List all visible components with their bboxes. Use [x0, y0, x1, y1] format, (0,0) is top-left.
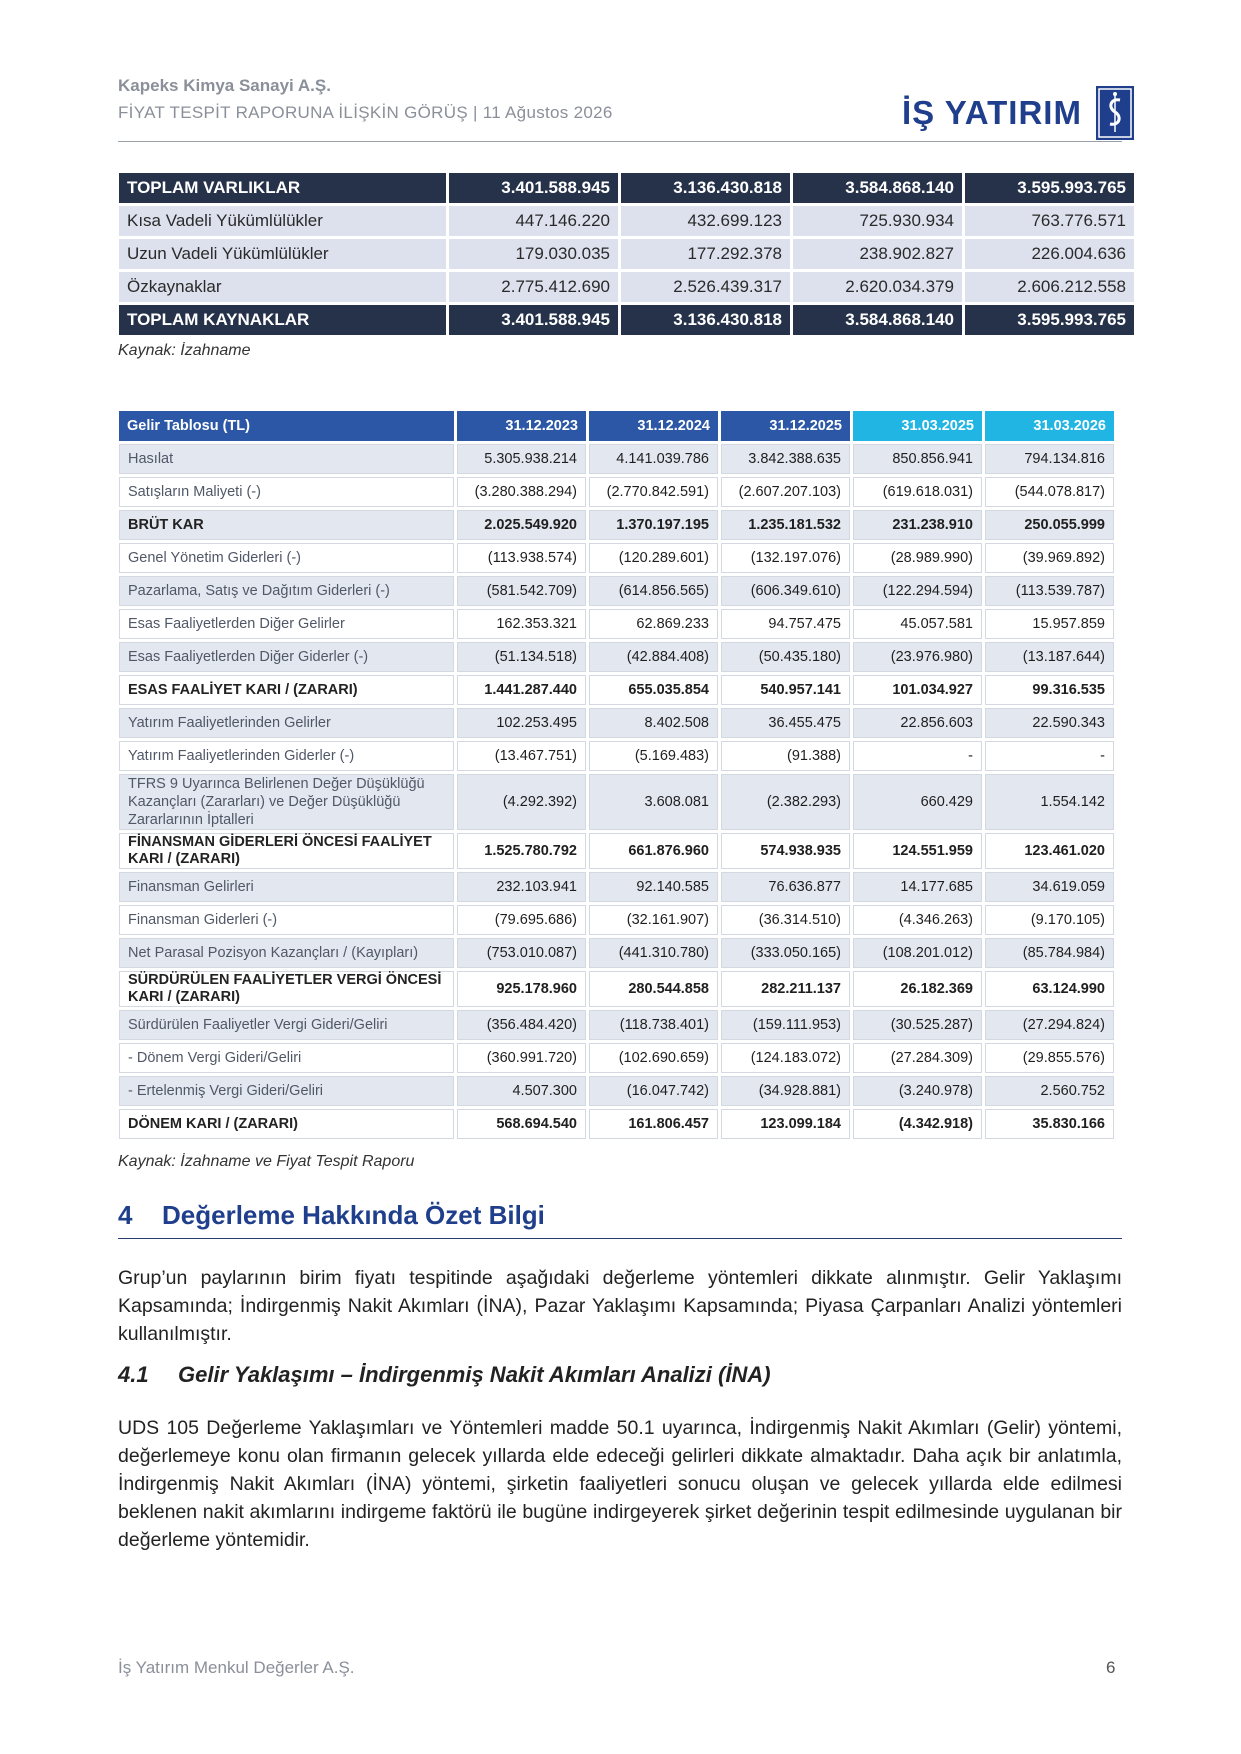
table-cell: 76.636.877	[721, 872, 850, 902]
table-cell: (2.770.842.591)	[589, 477, 718, 507]
subsection-number: 4.1	[118, 1362, 149, 1387]
row-label: Yatırım Faaliyetlerinden Giderler (-)	[119, 741, 454, 771]
table-cell: (2.382.293)	[721, 774, 850, 830]
table-cell: 15.957.859	[985, 609, 1114, 639]
column-header: 31.03.2026	[985, 411, 1114, 441]
table-cell: 35.830.166	[985, 1109, 1114, 1139]
row-label: ESAS FAALİYET KARI / (ZARARI)	[119, 675, 454, 705]
is-bank-emblem-icon	[1096, 86, 1134, 140]
table-cell: 123.461.020	[985, 833, 1114, 869]
row-label: - Ertelenmiş Vergi Gideri/Geliri	[119, 1076, 454, 1106]
table-row	[119, 971, 1114, 1007]
table-cell: (124.183.072)	[721, 1043, 850, 1073]
table-cell: 22.856.603	[853, 708, 982, 738]
table-cell: 14.177.685	[853, 872, 982, 902]
table-cell: (29.855.576)	[985, 1043, 1114, 1073]
table-cell: 162.353.321	[457, 609, 586, 639]
table-cell: 3.608.081	[589, 774, 718, 830]
table-cell: (16.047.742)	[589, 1076, 718, 1106]
column-header: Gelir Tablosu (TL)	[119, 411, 454, 441]
table-row	[119, 872, 1114, 902]
income-statement-table	[116, 408, 1117, 1142]
table-cell: (113.539.787)	[985, 576, 1114, 606]
table-row	[119, 272, 1134, 302]
row-label: TOPLAM VARLIKLAR	[119, 173, 446, 203]
table-cell: 540.957.141	[721, 675, 850, 705]
table-cell: 26.182.369	[853, 971, 982, 1007]
subsection-title: Gelir Yaklaşımı – İndirgenmiş Nakit Akımları Analizi (İNA)	[178, 1362, 771, 1387]
table-cell: (27.294.824)	[985, 1010, 1114, 1040]
row-label: TOPLAM KAYNAKLAR	[119, 305, 446, 335]
table-cell: (91.388)	[721, 741, 850, 771]
table-cell: (4.346.263)	[853, 905, 982, 935]
table-cell: 8.402.508	[589, 708, 718, 738]
table-cell: (122.294.594)	[853, 576, 982, 606]
table-cell: (27.284.309)	[853, 1043, 982, 1073]
table-cell: 1.525.780.792	[457, 833, 586, 869]
table-cell: 1.554.142	[985, 774, 1114, 830]
table-row	[119, 642, 1114, 672]
table-row	[119, 206, 1134, 236]
row-label: Pazarlama, Satış ve Dağıtım Giderleri (-)	[119, 576, 454, 606]
table-cell: (614.856.565)	[589, 576, 718, 606]
table-row	[119, 510, 1114, 540]
row-label: TFRS 9 Uyarınca Belirlenen Değer Düşüklüğü Kazançları (Zararları) ve Değer Düşüklüğü Zararlarının İptalleri	[119, 774, 454, 830]
section-title: Değerleme Hakkında Özet Bilgi	[162, 1200, 545, 1230]
table-cell: 2.560.752	[985, 1076, 1114, 1106]
table-cell: 3.584.868.140	[793, 173, 962, 203]
table-cell: (356.484.420)	[457, 1010, 586, 1040]
table-cell: 4.141.039.786	[589, 444, 718, 474]
table-cell: 179.030.035	[449, 239, 618, 269]
balance-source-note: Kaynak: İzahname	[118, 342, 251, 359]
row-label: Hasılat	[119, 444, 454, 474]
table-cell: (9.170.105)	[985, 905, 1114, 935]
table-row	[119, 1043, 1114, 1073]
table-cell: (3.280.388.294)	[457, 477, 586, 507]
table-cell: (619.618.031)	[853, 477, 982, 507]
table-cell: (753.010.087)	[457, 938, 586, 968]
table-cell: 432.699.123	[621, 206, 790, 236]
table-cell: 655.035.854	[589, 675, 718, 705]
table-cell: -	[985, 741, 1114, 771]
row-label: Esas Faaliyetlerden Diğer Giderler (-)	[119, 642, 454, 672]
section-4-paragraph: Grup’un paylarının birim fiyatı tespitinde aşağıdaki değerleme yöntemleri dikkate alınmıştır. Gelir Yaklaşımı Kapsamında; İndirgenmiş Nakit Akımları (İNA), Pazar Yaklaşımı Kapsamında; Piyasa Çarpanları Analizi yöntemleri kullanılmıştır.	[118, 1267, 1122, 1345]
table-row	[119, 1076, 1114, 1106]
row-label: - Dönem Vergi Gideri/Geliri	[119, 1043, 454, 1073]
table-row	[119, 477, 1114, 507]
table-cell: 238.902.827	[793, 239, 962, 269]
table-cell: 3.842.388.635	[721, 444, 850, 474]
row-label: Yatırım Faaliyetlerinden Gelirler	[119, 708, 454, 738]
is-yatirim-logo	[902, 86, 1134, 140]
table-cell: (606.349.610)	[721, 576, 850, 606]
table-cell: (120.289.601)	[589, 543, 718, 573]
table-cell: (3.240.978)	[853, 1076, 982, 1106]
table-cell: (4.292.392)	[457, 774, 586, 830]
table-cell: 3.401.588.945	[449, 173, 618, 203]
footer-company: İş Yatırım Menkul Değerler A.Ş.	[118, 1658, 355, 1677]
table-cell: 226.004.636	[965, 239, 1134, 269]
table-cell: 63.124.990	[985, 971, 1114, 1007]
table-row	[119, 543, 1114, 573]
row-label: BRÜT KAR	[119, 510, 454, 540]
row-label: Satışların Maliyeti (-)	[119, 477, 454, 507]
table-cell: 661.876.960	[589, 833, 718, 869]
table-cell: (132.197.076)	[721, 543, 850, 573]
table-cell: (13.187.644)	[985, 642, 1114, 672]
header-divider	[118, 141, 1122, 142]
table-cell: 123.099.184	[721, 1109, 850, 1139]
table-cell: 94.757.475	[721, 609, 850, 639]
table-cell: 3.595.993.765	[965, 173, 1134, 203]
table-cell: 447.146.220	[449, 206, 618, 236]
table-cell: 1.235.181.532	[721, 510, 850, 540]
table-cell: 177.292.378	[621, 239, 790, 269]
table-cell: (34.928.881)	[721, 1076, 850, 1106]
table-cell: (4.342.918)	[853, 1109, 982, 1139]
table-cell: (441.310.780)	[589, 938, 718, 968]
row-label: Genel Yönetim Giderleri (-)	[119, 543, 454, 573]
row-label: Uzun Vadeli Yükümlülükler	[119, 239, 446, 269]
table-cell: 660.429	[853, 774, 982, 830]
table-cell: (108.201.012)	[853, 938, 982, 968]
table-cell: 102.253.495	[457, 708, 586, 738]
table-row	[119, 1109, 1114, 1139]
table-cell: 568.694.540	[457, 1109, 586, 1139]
table-cell: (2.607.207.103)	[721, 477, 850, 507]
table-cell: 1.370.197.195	[589, 510, 718, 540]
row-label: DÖNEM KARI / (ZARARI)	[119, 1109, 454, 1139]
table-cell: (39.969.892)	[985, 543, 1114, 573]
table-cell: 280.544.858	[589, 971, 718, 1007]
table-row	[119, 741, 1114, 771]
row-label: FİNANSMAN GİDERLERİ ÖNCESİ FAALİYET KARI / (ZARARI)	[119, 833, 454, 869]
page-number: 6	[1106, 1658, 1116, 1677]
table-cell: (85.784.984)	[985, 938, 1114, 968]
table-cell: (159.111.953)	[721, 1010, 850, 1040]
table-cell: 574.938.935	[721, 833, 850, 869]
section-divider	[118, 1238, 1122, 1239]
table-row	[119, 576, 1114, 606]
table-cell: (42.884.408)	[589, 642, 718, 672]
table-cell: (360.991.720)	[457, 1043, 586, 1073]
section-4-heading	[118, 1200, 545, 1231]
table-cell: 2.025.549.920	[457, 510, 586, 540]
table-cell: 231.238.910	[853, 510, 982, 540]
row-label: Finansman Giderleri (-)	[119, 905, 454, 935]
table-row	[119, 609, 1114, 639]
row-label: Finansman Gelirleri	[119, 872, 454, 902]
table-cell: 725.930.934	[793, 206, 962, 236]
table-row	[119, 905, 1114, 935]
table-cell: 45.057.581	[853, 609, 982, 639]
table-cell: (32.161.907)	[589, 905, 718, 935]
row-label: Sürdürülen Faaliyetler Vergi Gideri/Geliri	[119, 1010, 454, 1040]
table-row	[119, 1010, 1114, 1040]
table-row	[119, 239, 1134, 269]
table-row	[119, 675, 1114, 705]
table-cell: 124.551.959	[853, 833, 982, 869]
table-cell: (28.989.990)	[853, 543, 982, 573]
table-cell: (36.314.510)	[721, 905, 850, 935]
table-cell: 2.526.439.317	[621, 272, 790, 302]
table-row	[119, 774, 1114, 830]
table-cell: (13.467.751)	[457, 741, 586, 771]
table-cell: (113.938.574)	[457, 543, 586, 573]
header-company: Kapeks Kimya Sanayi A.Ş.	[118, 76, 331, 95]
column-header: 31.12.2025	[721, 411, 850, 441]
table-cell: (51.134.518)	[457, 642, 586, 672]
table-cell: 5.305.938.214	[457, 444, 586, 474]
table-row	[119, 938, 1114, 968]
table-cell: (50.435.180)	[721, 642, 850, 672]
table-cell: 250.055.999	[985, 510, 1114, 540]
balance-sheet-table	[116, 170, 1137, 338]
table-cell: 92.140.585	[589, 872, 718, 902]
table-cell: 22.590.343	[985, 708, 1114, 738]
table-cell: 1.441.287.440	[457, 675, 586, 705]
row-label: Özkaynaklar	[119, 272, 446, 302]
table-cell: (581.542.709)	[457, 576, 586, 606]
table-header-row	[119, 411, 1114, 441]
table-cell: 3.595.993.765	[965, 305, 1134, 335]
table-cell: -	[853, 741, 982, 771]
section-4-1-paragraph: UDS 105 Değerleme Yaklaşımları ve Yöntemleri madde 50.1 uyarınca, İndirgenmiş Nakit Akımları (Gelir) yöntemi, değerlemeye konu olan firmanın gelecek yıllarda elde edeceği gelirleri dikkate almaktadır. Daha açık bir anlatımla, İndirgenmiş Nakit Akımları (İNA) yöntemi, şirketin faaliyetleri sonucu oluşan ve gelecek yıllarda elde edilmesi beklenen nakit akımlarını indirgeme faktörü ile bugüne indirgeyerek şirket değerinin tespit edilmesinde uygulanan bir değerleme yöntemidir.	[118, 1417, 1122, 1551]
table-cell: 925.178.960	[457, 971, 586, 1007]
table-row	[119, 305, 1134, 335]
table-cell: 62.869.233	[589, 609, 718, 639]
row-label: Esas Faaliyetlerden Diğer Gelirler	[119, 609, 454, 639]
income-source-note: Kaynak: İzahname ve Fiyat Tespit Raporu	[118, 1153, 415, 1170]
header-subtitle: FİYAT TESPİT RAPORUNA İLİŞKİN GÖRÜŞ | 11 Ağustos 2026	[118, 103, 613, 122]
table-cell: 794.134.816	[985, 444, 1114, 474]
row-label: Kısa Vadeli Yükümlülükler	[119, 206, 446, 236]
table-cell: 763.776.571	[965, 206, 1134, 236]
table-cell: 2.620.034.379	[793, 272, 962, 302]
table-cell: 99.316.535	[985, 675, 1114, 705]
table-cell: (5.169.483)	[589, 741, 718, 771]
table-row	[119, 833, 1114, 869]
table-cell: (544.078.817)	[985, 477, 1114, 507]
table-row	[119, 444, 1114, 474]
table-cell: 101.034.927	[853, 675, 982, 705]
table-cell: 282.211.137	[721, 971, 850, 1007]
table-cell: 850.856.941	[853, 444, 982, 474]
table-cell: (30.525.287)	[853, 1010, 982, 1040]
section-number: 4	[118, 1200, 133, 1230]
table-cell: 161.806.457	[589, 1109, 718, 1139]
row-label: SÜRDÜRÜLEN FAALİYETLER VERGİ ÖNCESİ KARI / (ZARARI)	[119, 971, 454, 1007]
table-cell: (23.976.980)	[853, 642, 982, 672]
table-cell: 3.401.588.945	[449, 305, 618, 335]
column-header: 31.12.2024	[589, 411, 718, 441]
table-cell: (118.738.401)	[589, 1010, 718, 1040]
section-4-1-heading	[118, 1362, 771, 1388]
table-cell: 4.507.300	[457, 1076, 586, 1106]
table-cell: 3.136.430.818	[621, 305, 790, 335]
logo-text: İŞ YATIRIM	[902, 94, 1082, 131]
table-cell: 232.103.941	[457, 872, 586, 902]
table-cell: 36.455.475	[721, 708, 850, 738]
table-cell: 2.775.412.690	[449, 272, 618, 302]
row-label: Net Parasal Pozisyon Kazançları / (Kayıpları)	[119, 938, 454, 968]
table-cell: (333.050.165)	[721, 938, 850, 968]
table-cell: 3.584.868.140	[793, 305, 962, 335]
table-cell: (79.695.686)	[457, 905, 586, 935]
column-header: 31.12.2023	[457, 411, 586, 441]
table-row	[119, 708, 1114, 738]
table-row	[119, 173, 1134, 203]
table-cell: 34.619.059	[985, 872, 1114, 902]
table-cell: 3.136.430.818	[621, 173, 790, 203]
table-cell: (102.690.659)	[589, 1043, 718, 1073]
table-cell: 2.606.212.558	[965, 272, 1134, 302]
column-header: 31.03.2025	[853, 411, 982, 441]
